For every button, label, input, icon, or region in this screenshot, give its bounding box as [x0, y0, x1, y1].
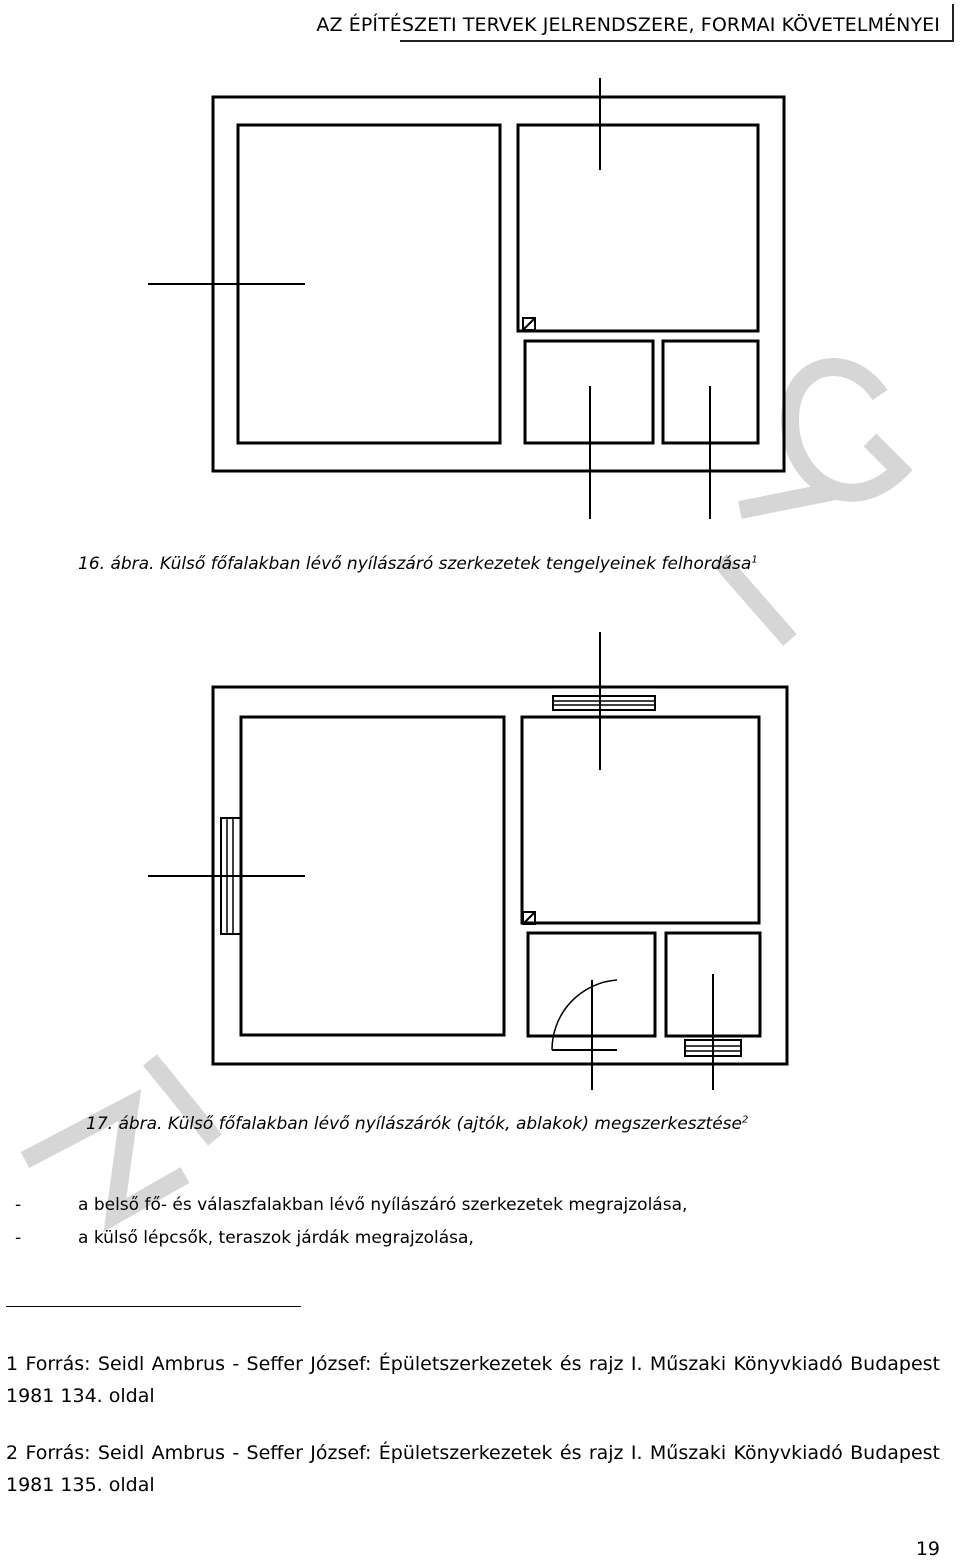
floor-plan-16-drawing	[140, 70, 800, 530]
footnote-2: 2 Forrás: Seidl Ambrus - Seffer József: Épületszerkezetek és rajz I. Műszaki Könyvkiadó Budapest 1981 135. oldal	[6, 1442, 940, 1496]
figure-17-number: 17. ábra.	[86, 1114, 163, 1134]
floor-plan-17-drawing	[140, 632, 800, 1092]
room-upper-right	[518, 125, 758, 331]
figure-16-caption	[78, 554, 758, 574]
floor-plan-17	[140, 632, 800, 1092]
door-swing	[552, 980, 617, 1050]
header-tick	[952, 4, 954, 42]
bullet-item	[15, 1228, 474, 1248]
header-title: AZ ÉPÍTÉSZETI TERVEK JELRENDSZERE, FORMAI KÖVETELMÉNYEI	[316, 14, 940, 36]
window-top	[553, 696, 655, 710]
page-number: 19	[915, 1538, 940, 1560]
header-rule	[400, 40, 954, 42]
figure-16-footnote-ref: 1	[751, 554, 758, 566]
figure-17-footnote-ref: 2	[742, 1114, 749, 1126]
room-upper-right	[522, 717, 759, 923]
figure-16-text: Külső főfalakban lévő nyílászáró szerkezetek tengelyeinek felhordása	[154, 554, 752, 574]
watermark-stroke-g	[790, 367, 900, 493]
bullet-text: a külső lépcsők, teraszok járdák megrajzolása,	[78, 1228, 474, 1248]
page-header	[0, 0, 960, 44]
bullet-dash: -	[15, 1228, 22, 1248]
bullet-dash: -	[15, 1195, 22, 1215]
bullet-item	[15, 1195, 687, 1215]
figure-16-number: 16. ábra.	[78, 554, 155, 574]
figure-17-text: Külső főfalakban lévő nyílászárók (ajtók, ablakok) megszerkesztése	[162, 1114, 742, 1134]
figure-17-caption	[86, 1114, 748, 1134]
footnote-separator	[6, 1306, 301, 1307]
bullet-text: a belső fő- és válaszfalakban lévő nyílászáró szerkezetek megrajzolása,	[78, 1195, 688, 1215]
floor-plan-16	[140, 70, 800, 530]
footnote-1: 1 Forrás: Seidl Ambrus - Seffer József: Épületszerkezetek és rajz I. Műszaki Könyvkiadó Budapest 1981 134. oldal	[6, 1353, 940, 1407]
